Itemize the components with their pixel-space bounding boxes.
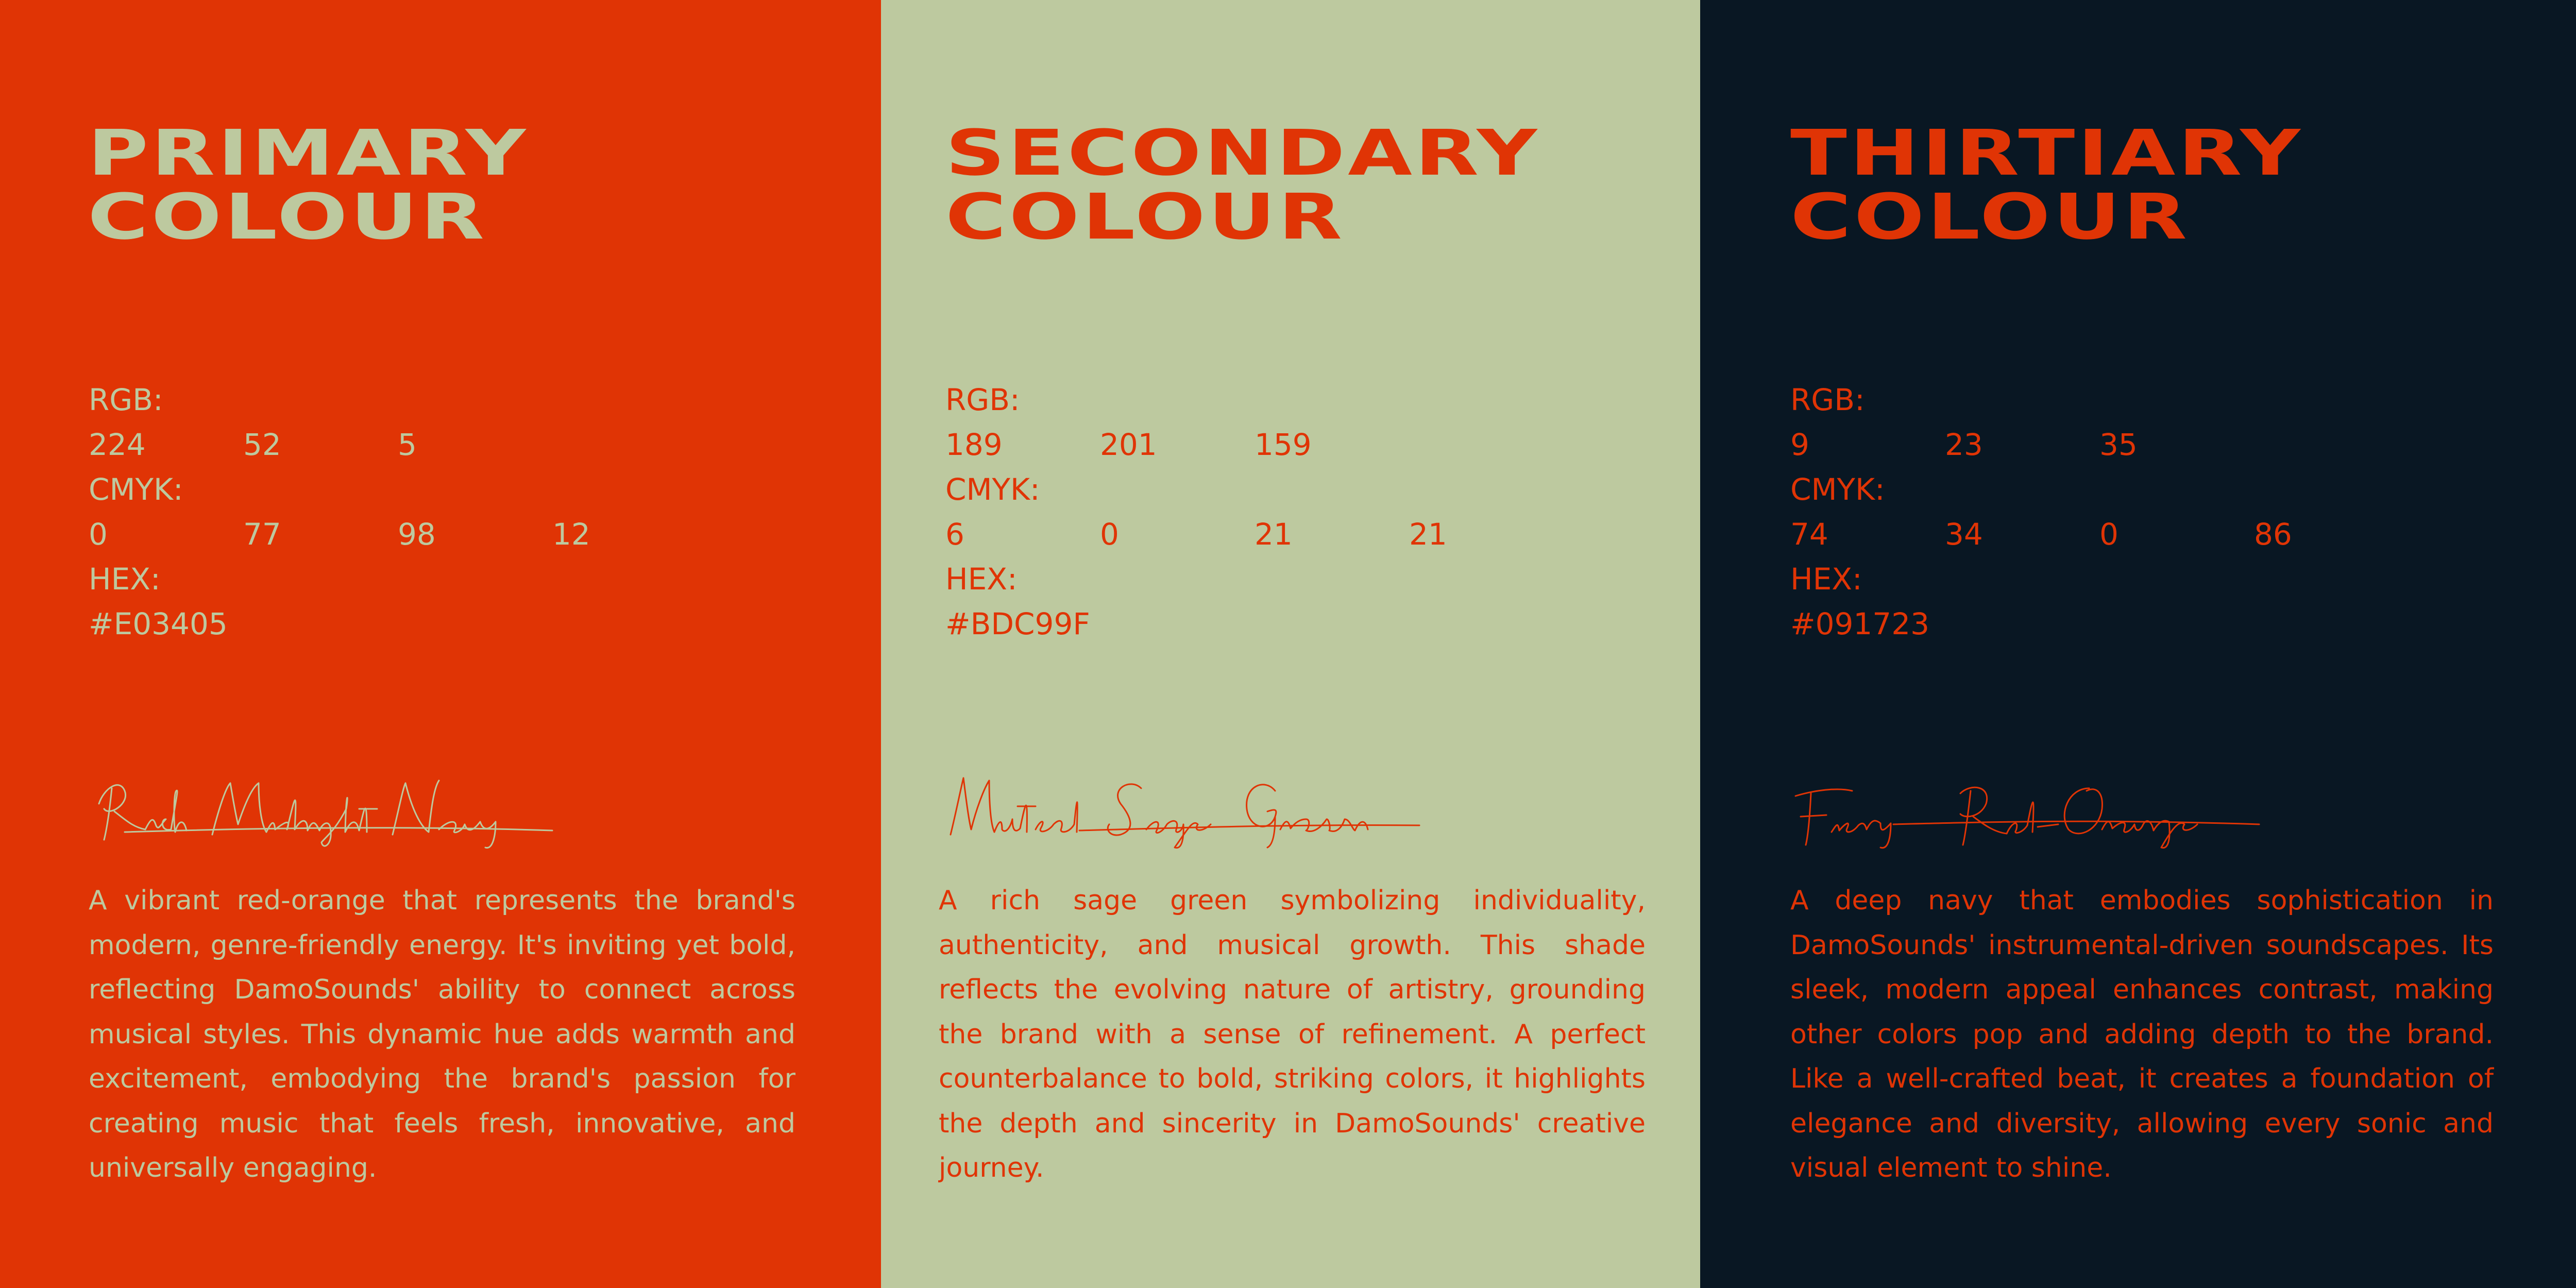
cmyk-y: 0 xyxy=(2099,517,2119,552)
script-signature-art xyxy=(945,768,1461,850)
title-line-1: THIRTIARY xyxy=(1790,116,2303,190)
cmyk-values xyxy=(89,512,707,557)
script-colour-name xyxy=(89,768,707,850)
rgb-values xyxy=(945,422,1564,467)
cmyk-m: 77 xyxy=(243,517,281,552)
cmyk-m: 0 xyxy=(1100,517,1119,552)
rgb-values xyxy=(89,422,707,467)
rgb-g: 52 xyxy=(243,427,281,462)
rgb-label: RGB: xyxy=(1790,382,1865,417)
panel-title xyxy=(88,116,529,253)
hex-value: #E03405 xyxy=(89,606,228,641)
script-colour-name xyxy=(945,768,1564,850)
cmyk-values xyxy=(945,512,1564,557)
title-line-2: COLOUR xyxy=(88,180,487,253)
primary-colour-panel xyxy=(0,0,881,1288)
cmyk-values xyxy=(1790,512,2409,557)
rgb-b: 5 xyxy=(398,427,417,462)
cmyk-label: CMYK: xyxy=(1790,472,1885,507)
rgb-values xyxy=(1790,422,2409,467)
colour-specs xyxy=(1790,378,2409,647)
script-signature-art xyxy=(1790,768,2306,850)
hex-label: HEX: xyxy=(1790,562,1862,597)
colour-description: A vibrant red-orange that represents the brand's modern, genre-friendly energy. It's inviting yet bold, reflecting DamoSounds' ability to connect across musical styles. This dynamic hue adds warmth and excitement, embodying the brand's passion for creating music that feels fresh, innovative, and universally engaging. xyxy=(89,885,795,1183)
rgb-r: 189 xyxy=(945,427,1003,462)
hex-value: #BDC99F xyxy=(945,606,1090,641)
script-colour-name xyxy=(1790,768,2409,850)
hex-label: HEX: xyxy=(945,562,1018,597)
rgb-r: 224 xyxy=(89,427,146,462)
cmyk-m: 34 xyxy=(1945,517,1983,552)
colour-description: A deep navy that embodies sophistication in DamoSounds' instrumental-driven soundscapes. Its sleek, modern appeal enhances contrast, making other colors pop and adding depth to the brand. Like a well-crafted beat, it creates a foundation of elegance and diversity, allowing every sonic and visual element to shine. xyxy=(1790,885,2494,1183)
script-signature-art xyxy=(89,768,604,850)
secondary-colour-panel xyxy=(881,0,1700,1288)
tertiary-colour-panel xyxy=(1700,0,2576,1288)
rgb-g: 201 xyxy=(1100,427,1157,462)
title-line-1: SECONDARY xyxy=(945,116,1540,190)
cmyk-k: 12 xyxy=(552,517,590,552)
rgb-r: 9 xyxy=(1790,427,1809,462)
panel-title xyxy=(1790,116,2303,253)
cmyk-k: 21 xyxy=(1409,517,1447,552)
title-line-1: PRIMARY xyxy=(88,116,529,190)
cmyk-label: CMYK: xyxy=(89,472,183,507)
cmyk-y: 21 xyxy=(1255,517,1293,552)
rgb-b: 159 xyxy=(1255,427,1312,462)
rgb-g: 23 xyxy=(1945,427,1983,462)
cmyk-k: 86 xyxy=(2254,517,2292,552)
hex-value: #091723 xyxy=(1790,606,1930,641)
rgb-b: 35 xyxy=(2099,427,2138,462)
rgb-label: RGB: xyxy=(89,382,163,417)
colour-specs xyxy=(89,378,707,647)
colour-specs xyxy=(945,378,1564,647)
cmyk-label: CMYK: xyxy=(945,472,1040,507)
rgb-label: RGB: xyxy=(945,382,1020,417)
title-line-2: COLOUR xyxy=(945,180,1345,253)
cmyk-c: 74 xyxy=(1790,517,1828,552)
panel-title xyxy=(945,116,1540,253)
colour-description: A rich sage green symbolizing individuality, authenticity, and musical growth. This shade reflects the evolving nature of artistry, grounding the brand with a sense of refinement. A perfect counterbalance to bold, striking colors, it highlights the depth and sincerity in DamoSounds' creative journey. xyxy=(939,885,1646,1183)
hex-label: HEX: xyxy=(89,562,161,597)
title-line-2: COLOUR xyxy=(1790,180,2190,253)
cmyk-y: 98 xyxy=(398,517,436,552)
cmyk-c: 6 xyxy=(945,517,964,552)
cmyk-c: 0 xyxy=(89,517,108,552)
